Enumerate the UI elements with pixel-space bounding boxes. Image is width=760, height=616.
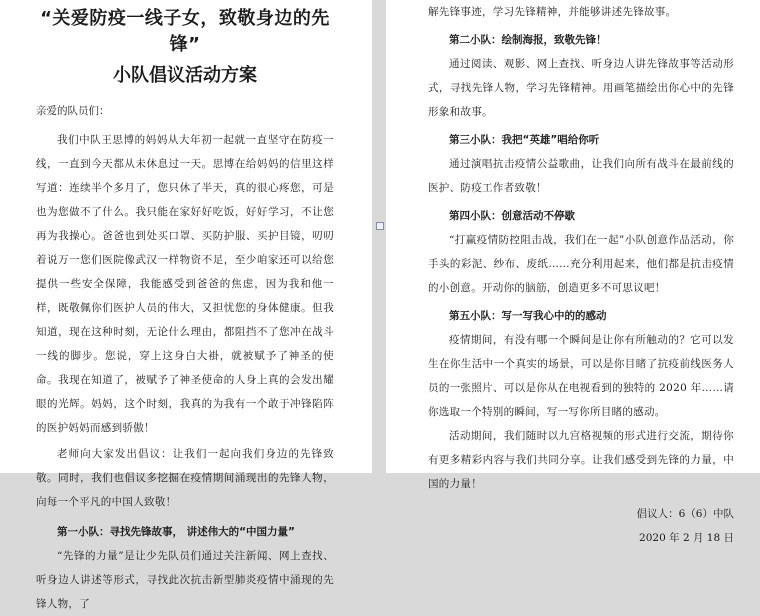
body-paragraph: 我们中队王思博的妈妈从大年初一起就一直坚守在防疫一线，一直到今天都从未休息过一天。思博在给妈妈的信里这样写道：连续半个多月了，您只休了半天，真的很心疼您，可是也为您做不了什么。我只能在家好好吃饭，好好学习，不让您再为我操心。爸爸也到处买口罩、买防护服、买护目镜，叨叨着说万一您们医院像武汉一样物资不足，至少咱家还可以给您提供一些安全保障，我能感受到爸爸的焦虑，因为我和他一样，既敬佩你们医护人员的伟大，又担忧您的身体健康。但我知道，现在这种时刻，无论什么理由，都阻挡不了您冲在战斗一线的脚步。您说，穿上这身白大褂，就被赋予了神圣的使命。我现在知道了，被赋予了神圣使命的人身上真的会发出耀眼的光辉。妈妈，这个时刻，我真的为我有一个敢于冲锋陷阵的医护妈妈而感到骄傲！ [36,134,334,434]
document-title: “关爱防疫一线子女，致敬身边的先锋” [40,8,330,55]
signature: 倡议人：6（6）中队 [636,508,734,520]
body-paragraph: 疫情期间，有没有哪一个瞬间是让你有所触动的？它可以发生在你生活中一个真实的场景，可以是你目睹了抗疫前线医务人员的一张照片、可以是你从在电视看到的独特的 2020 年……请你选取一个特别的瞬间，写一写你所目睹的感动。 [428,334,734,418]
body-paragraph: “先锋的力量”是让少先队员们通过关注新闻、网上查找、听身边人讲述等形式，寻找此次抗击新型肺炎疫情中涌现的先锋人物，了 [36,550,334,610]
section-heading: 第一小队：寻找先锋故事， 讲述伟大的“中国力量” [57,526,295,538]
date: 2020 年 2 月 18 日 [639,532,734,544]
body-paragraph: “打赢疫情防控阻击战，我们在一起”小队创意作品活动，你手头的彩泥、纱布、废纸……充分利用起来，他们都是抗击疫情的小创意。开动你的脑筋，创造更多不可思议吧！ [428,234,734,294]
page-anchor-icon [376,222,384,230]
section-heading: 第五小队：写一写我心中的的感动 [449,310,607,322]
document-page-left [0,0,372,610]
section-heading: 第二小队：绘制海报，致敬先锋！ [449,34,607,46]
body-paragraph: 老师向大家发出倡议：让我们一起向我们身边的先锋致敬。同时，我们也倡议多挖掘在疫情期间涌现出的先锋人物，向每一个平凡的中国人致敬！ [36,448,334,508]
document-page-right [386,0,760,544]
body-paragraph: 解先锋事迹，学习先锋精神，并能够讲述先锋故事。 [428,6,677,18]
section-heading: 第三小队：我把“英雄”唱给你听 [449,134,600,146]
section-heading: 第四小队：创意活动不停歇 [449,210,575,222]
body-paragraph: 通过阅读、观影、网上查找、听身边人讲先锋故事等活动形式，寻找先锋人物，学习先锋精神。用画笔描绘出你心中的先锋形象和故事。 [428,58,734,118]
document-subtitle: 小队倡议活动方案 [113,65,257,86]
body-paragraph: 通过演唱抗击疫情公益歌曲，让我们向所有战斗在最前线的医护、防疫工作者致敬！ [428,158,734,194]
body-paragraph: 活动期间，我们随时以九宫格视频的形式进行交流，期待你有更多精彩内容与我们共同分享。让我们感受到先锋的力量，中国的力量！ [428,430,734,490]
greeting: 亲爱的队员们： [36,105,110,117]
